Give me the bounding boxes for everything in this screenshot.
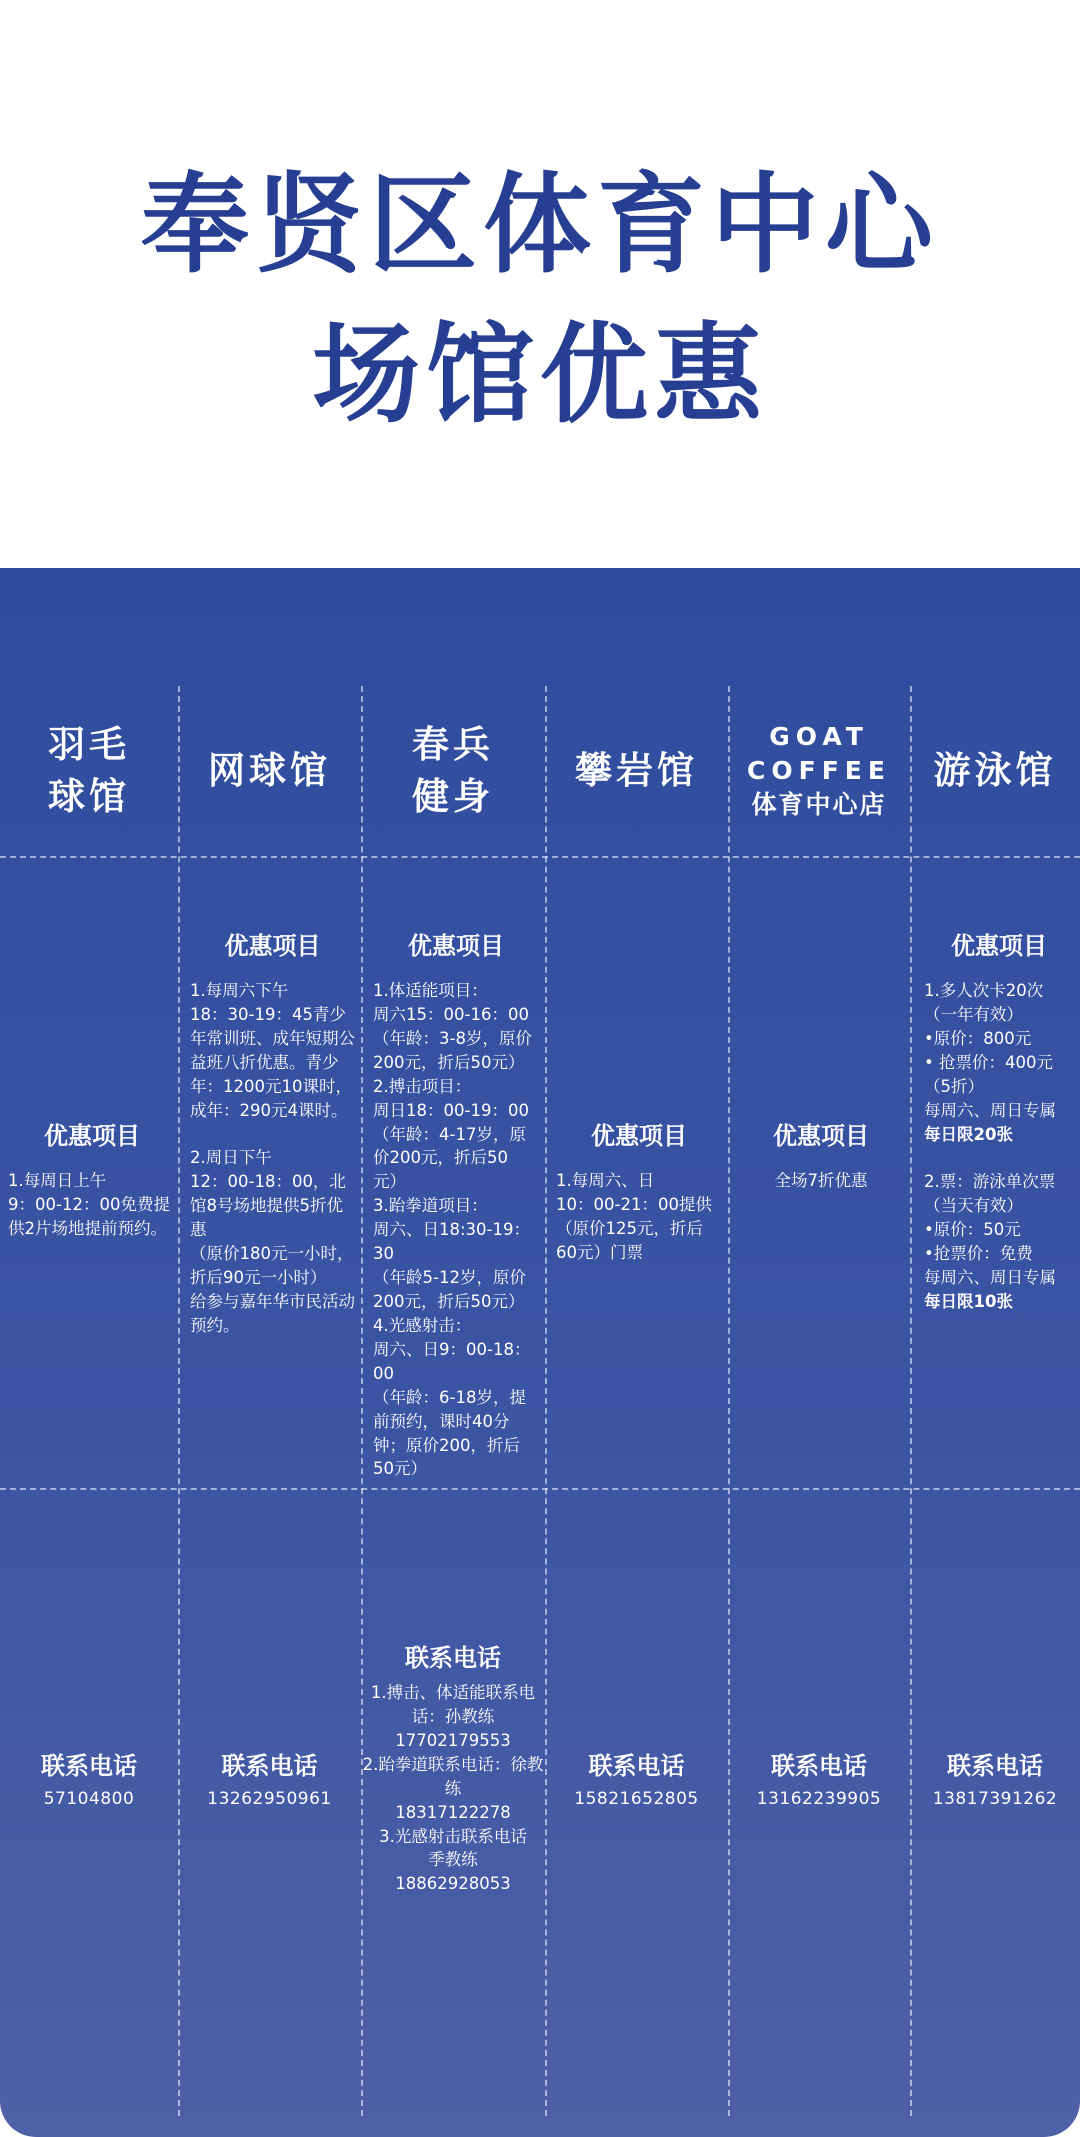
- offer-text: 1.每周六下午 18：30-19：45青少年常训班、成年短期公益班八折优惠。青少年：1200元10课时，成年：290元4课时。 2.周日下午 12：00-18：00，北馆8号场地提供5折优惠 （原价180元一小时，折后90元一小时） 给参与嘉年华市民活动预约。: [190, 981, 355, 1335]
- contact-heading: 联系电话: [405, 1644, 501, 1672]
- offer-limit: 每日限10张: [924, 1291, 1013, 1311]
- contact-heading: 联系电话: [588, 1752, 685, 1780]
- column-divider: [910, 686, 912, 2116]
- offer-heading: 优惠项目: [44, 1122, 140, 1150]
- contact-badminton: [0, 1746, 178, 1809]
- phone-number-list[interactable]: 1.搏击、体适能联系电话：孙教练 17702179553 2.跆拳道联系电话：徐教练 18317122278 3.光感射击联系电话 季教练 18862928053: [362, 1683, 544, 1894]
- offer-text: 全场7折优惠: [774, 1171, 868, 1190]
- offer-text-part: 1.多人次卡20次（一年有效） •原价：800元 • 抢票价：400元（5折） 每周六、周日专属: [924, 981, 1056, 1120]
- phone-number[interactable]: 15821652805: [574, 1789, 699, 1809]
- offer-heading: 优惠项目: [591, 1122, 687, 1150]
- offer-text: 1.每周六、日 10：00-21：00提供（原价125元，折后60元）门票: [556, 1171, 712, 1262]
- contact-climbing: [545, 1746, 728, 1809]
- venue-name-line: COFFEE: [747, 755, 891, 785]
- venue-header-tennis: [178, 686, 361, 856]
- offer-text: 1.体适能项目： 周六15：00-16：00 （年龄：3-8岁，原价200元，折后50元） 2.搏击项目： 周日18：00-19：00 （年龄：4-17岁，原价200元，折后50元） 3.跆拳道项目： 周六、日18:30-19：30 （年龄5-12岁，原价200元，折后50元） 4.光感射击： 周六、日9：00-18：00 （年龄：6-18岁，提前预约，课时40分钟；原价200，折后50元）: [373, 981, 532, 1479]
- phone-number[interactable]: 13262950961: [207, 1789, 332, 1809]
- page-subtitle: 场馆优惠: [311, 313, 768, 438]
- venue-header-badminton: [0, 686, 178, 856]
- contact-heading: 联系电话: [947, 1752, 1043, 1780]
- venue-header-fitness: [361, 686, 545, 856]
- venue-name: 游泳馆: [933, 749, 1057, 793]
- offer-text: 1.每周日上午 9：00-12：00免费提供2片场地提前预约。: [8, 1171, 170, 1238]
- contact-fitness: [361, 1638, 545, 1896]
- column-divider: [545, 686, 547, 2116]
- offer-heading: 优惠项目: [224, 932, 321, 960]
- phone-number[interactable]: 57104800: [43, 1789, 135, 1809]
- contact-swimming: [910, 1746, 1080, 1809]
- offer-coffee: [738, 1116, 904, 1193]
- venue-header-climbing: [545, 686, 728, 856]
- offer-heading: 优惠项目: [951, 932, 1047, 960]
- offer-text-part: 2.票：游泳单次票（当天有效） •原价：50元 •抢票价：免费 每周六、周日专属: [924, 1172, 1056, 1288]
- offer-heading: 优惠项目: [773, 1122, 869, 1150]
- page-title: 奉贤区体育中心: [140, 163, 939, 288]
- offer-heading: 优惠项目: [408, 932, 504, 960]
- contact-tennis: [178, 1746, 361, 1809]
- contact-heading: 联系电话: [771, 1752, 867, 1780]
- offer-badminton: [8, 1116, 176, 1241]
- venue-table: [0, 568, 1080, 2137]
- offer-climbing: [556, 1116, 722, 1265]
- contact-coffee: [728, 1746, 910, 1809]
- column-divider: [361, 686, 363, 2116]
- venue-name-line: GOAT: [769, 721, 869, 751]
- venue-name: 攀岩馆: [575, 749, 698, 793]
- row-divider-header: [0, 856, 1080, 858]
- venue-name: 网球馆: [208, 749, 331, 793]
- phone-number[interactable]: 13162239905: [756, 1789, 882, 1809]
- offer-swimming: [924, 926, 1074, 1314]
- phone-number[interactable]: 13817391262: [932, 1789, 1058, 1809]
- venue-name-line: 体育中心店: [751, 790, 887, 820]
- venue-header-swimming: [910, 686, 1080, 856]
- venue-name-line: 春兵: [412, 723, 494, 767]
- venue-header-coffee: [728, 686, 910, 856]
- venue-name-line: 健身: [412, 775, 494, 818]
- contact-heading: 联系电话: [41, 1752, 137, 1780]
- column-divider: [728, 686, 730, 2116]
- column-divider: [178, 686, 180, 2116]
- offer-limit: 每日限20张: [924, 1124, 1013, 1144]
- venue-name-line: 羽毛: [48, 723, 130, 767]
- offer-text: [924, 979, 1074, 1314]
- offer-fitness: [373, 926, 539, 1481]
- row-divider-contacts: [0, 1488, 1080, 1490]
- contact-heading: 联系电话: [221, 1752, 318, 1780]
- offer-tennis: [190, 926, 355, 1338]
- venue-name-line: 球馆: [48, 775, 130, 818]
